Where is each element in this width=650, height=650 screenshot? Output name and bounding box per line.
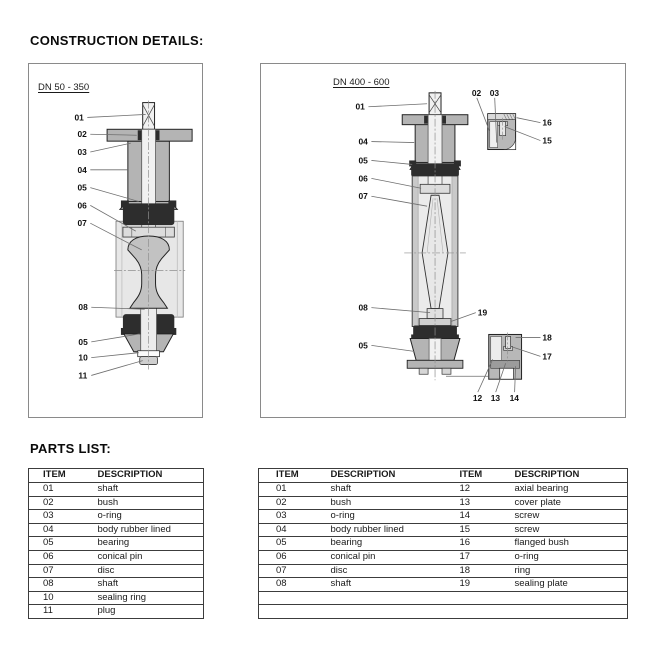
- detail-inset-top: [488, 114, 516, 150]
- table-cell: 18: [443, 564, 498, 578]
- base-bolt: [419, 368, 428, 374]
- bush-section: [138, 130, 142, 140]
- parts-list-heading: PARTS LIST:: [30, 441, 112, 456]
- callout-06: 06: [358, 173, 368, 184]
- table-cell: disc: [314, 564, 443, 578]
- table-row: [29, 510, 204, 524]
- callout-04: 04: [77, 164, 87, 175]
- table-cell: 04: [29, 523, 84, 537]
- table-row: [29, 591, 204, 605]
- table-cell: 08: [259, 578, 314, 592]
- callout-08: 08: [358, 302, 368, 313]
- table-cell: plug: [84, 605, 204, 619]
- callout-07: 07: [77, 218, 87, 229]
- table-cell: 05: [259, 537, 314, 551]
- column-header: ITEM: [443, 469, 498, 483]
- table-cell: 06: [259, 550, 314, 564]
- callout-14: 14: [509, 393, 520, 404]
- callout-01: 01: [74, 112, 84, 123]
- table-cell: [314, 605, 443, 619]
- table-cell: sealing ring: [84, 591, 204, 605]
- table-row: [29, 523, 204, 537]
- table-cell: 08: [29, 578, 84, 592]
- table-cell: ring: [498, 564, 628, 578]
- table-row: [259, 496, 628, 510]
- callout-05: 05: [358, 155, 368, 166]
- table-row: [259, 537, 628, 551]
- table-cell: body rubber lined: [84, 523, 204, 537]
- valve-drawing-dn50-350: [29, 64, 202, 417]
- callout-18: 18: [542, 332, 552, 343]
- column-header: ITEM: [29, 469, 84, 483]
- table-cell: o-ring: [84, 510, 204, 524]
- table-cell: cover plate: [498, 496, 628, 510]
- table-cell: 11: [29, 605, 84, 619]
- bush-section: [424, 116, 428, 124]
- table-cell: conical pin: [314, 550, 443, 564]
- callout-15: 15: [542, 135, 552, 146]
- callout-05: 05: [358, 340, 368, 351]
- table-cell: [498, 591, 628, 605]
- table-cell: [443, 591, 498, 605]
- table-cell: bush: [84, 496, 204, 510]
- table-cell: 01: [29, 483, 84, 497]
- table-cell: [259, 605, 314, 619]
- callout-05: 05: [77, 182, 87, 193]
- callout-04: 04: [358, 136, 368, 147]
- table-cell: shaft: [314, 483, 443, 497]
- callout-01: 01: [355, 101, 365, 112]
- callout-05: 05: [78, 336, 88, 347]
- diagram-panel-dn400-600: [260, 63, 626, 418]
- table-cell: 02: [29, 496, 84, 510]
- table-cell: 14: [443, 510, 498, 524]
- table-row: [29, 605, 204, 619]
- callout-03: 03: [77, 146, 87, 157]
- table-cell: [498, 605, 628, 619]
- diagram-panel-dn50-350: [28, 63, 203, 418]
- diagram-range-label-left: DN 50 - 350: [38, 82, 90, 93]
- table-row: [259, 578, 628, 592]
- callout-13: 13: [490, 393, 501, 404]
- table-cell: 07: [29, 564, 84, 578]
- table-cell: 16: [443, 537, 498, 551]
- table-cell: o-ring: [498, 550, 628, 564]
- header-row: [259, 469, 628, 483]
- table-cell: 05: [29, 537, 84, 551]
- table-cell: body rubber lined: [314, 523, 443, 537]
- detail-inset-bottom: [489, 332, 522, 379]
- table-cell: 07: [259, 564, 314, 578]
- parts-table-right: [258, 468, 628, 619]
- table-cell: bush: [314, 496, 443, 510]
- callout-leader-01: [87, 114, 145, 117]
- table-cell: bearing: [84, 537, 204, 551]
- callout-07: 07: [358, 191, 368, 202]
- header-row: [29, 469, 204, 483]
- callout-17: 17: [542, 351, 552, 362]
- table-cell: 03: [29, 510, 84, 524]
- table-row: [29, 578, 204, 592]
- table-cell: 17: [443, 550, 498, 564]
- table-row: [259, 564, 628, 578]
- o-ring-section: [442, 116, 446, 124]
- callout-leader-01: [368, 104, 427, 107]
- table-cell: bearing: [314, 537, 443, 551]
- callout-leader-16: [517, 118, 541, 123]
- table-row: [259, 550, 628, 564]
- table-cell: flanged bush: [498, 537, 628, 551]
- table-cell: axial bearing: [498, 483, 628, 497]
- callout-leader-05: [371, 345, 414, 351]
- callout-leader-03: [90, 143, 131, 152]
- column-header: DESCRIPTION: [498, 469, 628, 483]
- column-header: DESCRIPTION: [314, 469, 443, 483]
- parts-table-left: [28, 468, 204, 619]
- table-cell: shaft: [314, 578, 443, 592]
- table-row: [29, 496, 204, 510]
- table-row: [259, 523, 628, 537]
- table-row: [259, 483, 628, 497]
- callout-16: 16: [542, 117, 552, 128]
- o-ring-section: [156, 130, 160, 140]
- valve-drawing-dn400-600: [261, 64, 625, 417]
- diagram-range-label-right: DN 400 - 600: [333, 77, 390, 88]
- table-row: [259, 605, 628, 619]
- table-cell: conical pin: [84, 550, 204, 564]
- callout-11: 11: [78, 370, 88, 381]
- table-cell: 03: [259, 510, 314, 524]
- table-cell: 19: [443, 578, 498, 592]
- table-cell: 04: [259, 523, 314, 537]
- callout-leader-04: [371, 142, 414, 143]
- callout-19: 19: [477, 307, 488, 318]
- column-header: ITEM: [259, 469, 314, 483]
- callout-leader-05: [371, 160, 412, 164]
- table-cell: 13: [443, 496, 498, 510]
- callout-leader-11: [91, 361, 142, 376]
- table-cell: 12: [443, 483, 498, 497]
- base-bolt: [442, 368, 451, 374]
- table-cell: screw: [498, 523, 628, 537]
- table-row: [29, 564, 204, 578]
- callout-10: 10: [78, 352, 88, 363]
- table-row: [29, 537, 204, 551]
- table-row: [29, 483, 204, 497]
- callout-08: 08: [78, 302, 88, 313]
- table-row: [29, 550, 204, 564]
- table-cell: 06: [29, 550, 84, 564]
- callout-02: 02: [471, 87, 482, 98]
- table-cell: shaft: [84, 578, 204, 592]
- table-cell: shaft: [84, 483, 204, 497]
- table-cell: sealing plate: [498, 578, 628, 592]
- table-cell: [443, 605, 498, 619]
- table-cell: [259, 591, 314, 605]
- table-cell: 15: [443, 523, 498, 537]
- table-cell: 02: [259, 496, 314, 510]
- table-cell: disc: [84, 564, 204, 578]
- table-cell: 01: [259, 483, 314, 497]
- callout-03: 03: [489, 87, 500, 98]
- table-cell: o-ring: [314, 510, 443, 524]
- callout-12: 12: [472, 393, 483, 404]
- table-cell: [314, 591, 443, 605]
- callout-06: 06: [77, 200, 87, 211]
- table-row: [259, 510, 628, 524]
- column-header: DESCRIPTION: [84, 469, 204, 483]
- construction-details-heading: CONSTRUCTION DETAILS:: [30, 33, 204, 48]
- callout-leader-10: [91, 353, 138, 358]
- table-row: [259, 591, 628, 605]
- table-cell: 10: [29, 591, 84, 605]
- callout-02: 02: [77, 129, 87, 140]
- table-cell: screw: [498, 510, 628, 524]
